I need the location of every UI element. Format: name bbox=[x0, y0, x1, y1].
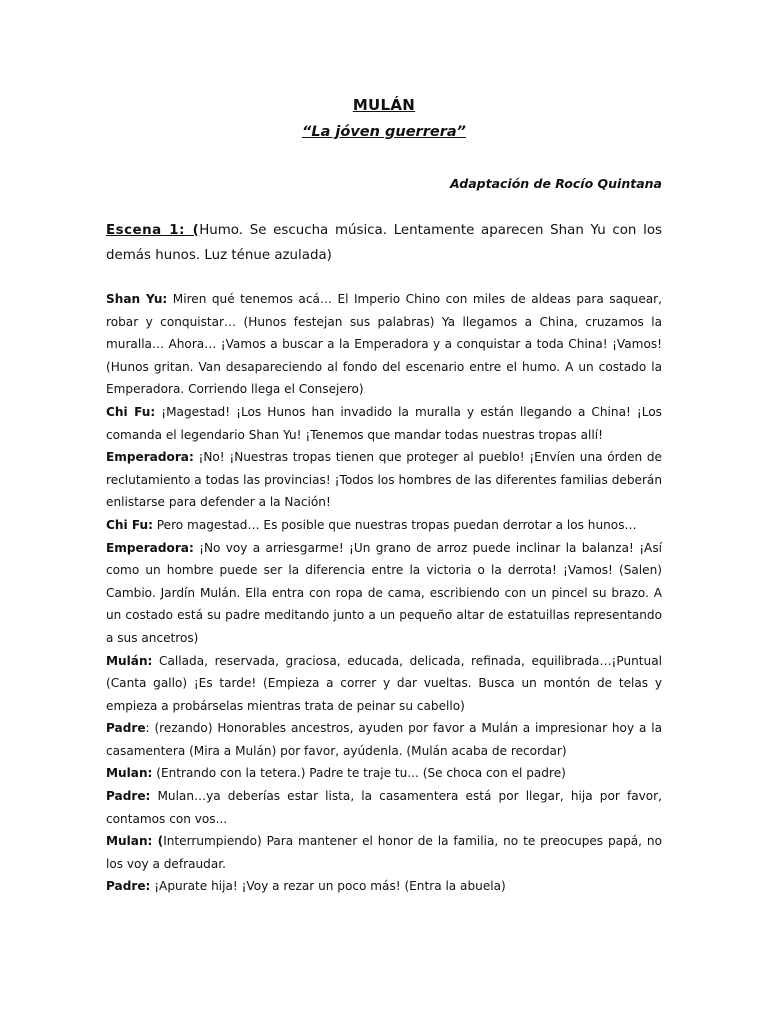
speaker-name: Emperadora: bbox=[106, 540, 194, 555]
speaker-name: Padre bbox=[106, 721, 146, 736]
dialogue-line bbox=[106, 830, 662, 875]
dialogue-line bbox=[106, 537, 662, 650]
dialogue-text: Mulan…ya deberías estar lista, la casamentera está por llegar, hija por favor, contamos con vos... bbox=[106, 789, 662, 826]
dialogue-line bbox=[106, 875, 662, 898]
scene-label: Escena 1: ( bbox=[106, 223, 200, 238]
dialogue-text: ¡Apurate hija! ¡Voy a rezar un poco más! (Entra la abuela) bbox=[150, 879, 506, 894]
scene-description: Humo. Se escucha música. Lentamente aparecen Shan Yu con los demás hunos. Luz ténue azulada) bbox=[106, 223, 662, 263]
dialogue-text: ¡No! ¡Nuestras tropas tienen que proteger al pueblo! ¡Envíen una órden de reclutamiento a todas las provincias! ¡Todos los hombres de las diferentes familias deberán enlistarse para defender a la Nación! bbox=[106, 450, 662, 510]
dialogue-line bbox=[106, 288, 662, 401]
dialogue-line bbox=[106, 785, 662, 830]
dialogue-line bbox=[106, 650, 662, 718]
speaker-name: Chi Fu: bbox=[106, 517, 153, 532]
dialogue-line bbox=[106, 401, 662, 446]
page-subtitle: “La jóven guerrera” bbox=[302, 124, 466, 140]
author-credit: Adaptación de Rocío Quintana bbox=[449, 176, 662, 191]
dialogue-text: Pero magestad… Es posible que nuestras tropas puedan derrotar a los hunos… bbox=[152, 517, 637, 532]
dialogue-text: ¡No voy a arriesgarme! ¡Un grano de arroz puede inclinar la balanza! ¡Así como un hombre puede ser la diferencia entre la victoria o la derrota! ¡Vamos! (Salen) Cambio. Jardín Mulán. Ella entra con ropa de cama, escribiendo con un pincel su brazo. A un costado está su padre meditando junto a un pequeño altar de estatuillas representando a sus ancetros) bbox=[106, 540, 662, 645]
script-body bbox=[106, 288, 662, 898]
speaker-name: Padre: bbox=[106, 879, 151, 894]
speaker-name: Chi Fu: bbox=[106, 404, 156, 419]
speaker-name: Padre: bbox=[106, 789, 151, 804]
dialogue-line bbox=[106, 514, 662, 537]
dialogue-text: Callada, reservada, graciosa, educada, delicada, refinada, equilibrada…¡Puntual (Canta gallo) ¡Es tarde! (Empieza a correr y dar vueltas. Busca un montón de telas y empieza a probárselas mientras trata de peinar su cabello) bbox=[106, 653, 662, 713]
dialogue-text: ¡Magestad! ¡Los Hunos han invadido la muralla y están llegando a China! ¡Los comanda el legendario Shan Yu! ¡Tenemos que mandar todas nuestras tropas allí! bbox=[106, 404, 662, 442]
speaker-name: Mulan: bbox=[106, 766, 153, 781]
dialogue-line bbox=[106, 446, 662, 514]
dialogue-line bbox=[106, 717, 662, 762]
dialogue-text: Miren qué tenemos acá… El Imperio Chino con miles de aldeas para saquear, robar y conquistar… (Hunos festejan sus palabras) Ya llegamos a China, cruzamos la muralla… Ahora… ¡Vamos a buscar a la Emperadora y a conquistar a toda China! ¡Vamos! (Hunos gritan. Van desapareciendo al fondo del escenario entre el humo. A un costado la Emperadora. Corriendo llega el Consejero) bbox=[106, 292, 663, 397]
page-title: MULÁN bbox=[352, 96, 416, 114]
speaker-name: Mulan: ( bbox=[106, 834, 164, 849]
dialogue-text: (Entrando con la tetera.) Padre te traje tu... (Se choca con el padre) bbox=[152, 766, 566, 781]
dialogue-text: : (rezando) Honorables ancestros, ayuden por favor a Mulán a impresionar hoy a la casamentera (Mira a Mulán) por favor, ayúdenla. (Mulán acaba de recordar) bbox=[106, 721, 662, 758]
speaker-name: Mulán: bbox=[106, 653, 153, 668]
dialogue-text: Interrumpiendo) Para mantener el honor de la familia, no te preocupes papá, no los voy a defraudar. bbox=[106, 834, 662, 871]
speaker-name: Shan Yu: bbox=[106, 292, 168, 306]
speaker-name: Emperadora: bbox=[106, 450, 194, 465]
scene-heading bbox=[106, 218, 662, 268]
dialogue-line bbox=[106, 762, 662, 785]
